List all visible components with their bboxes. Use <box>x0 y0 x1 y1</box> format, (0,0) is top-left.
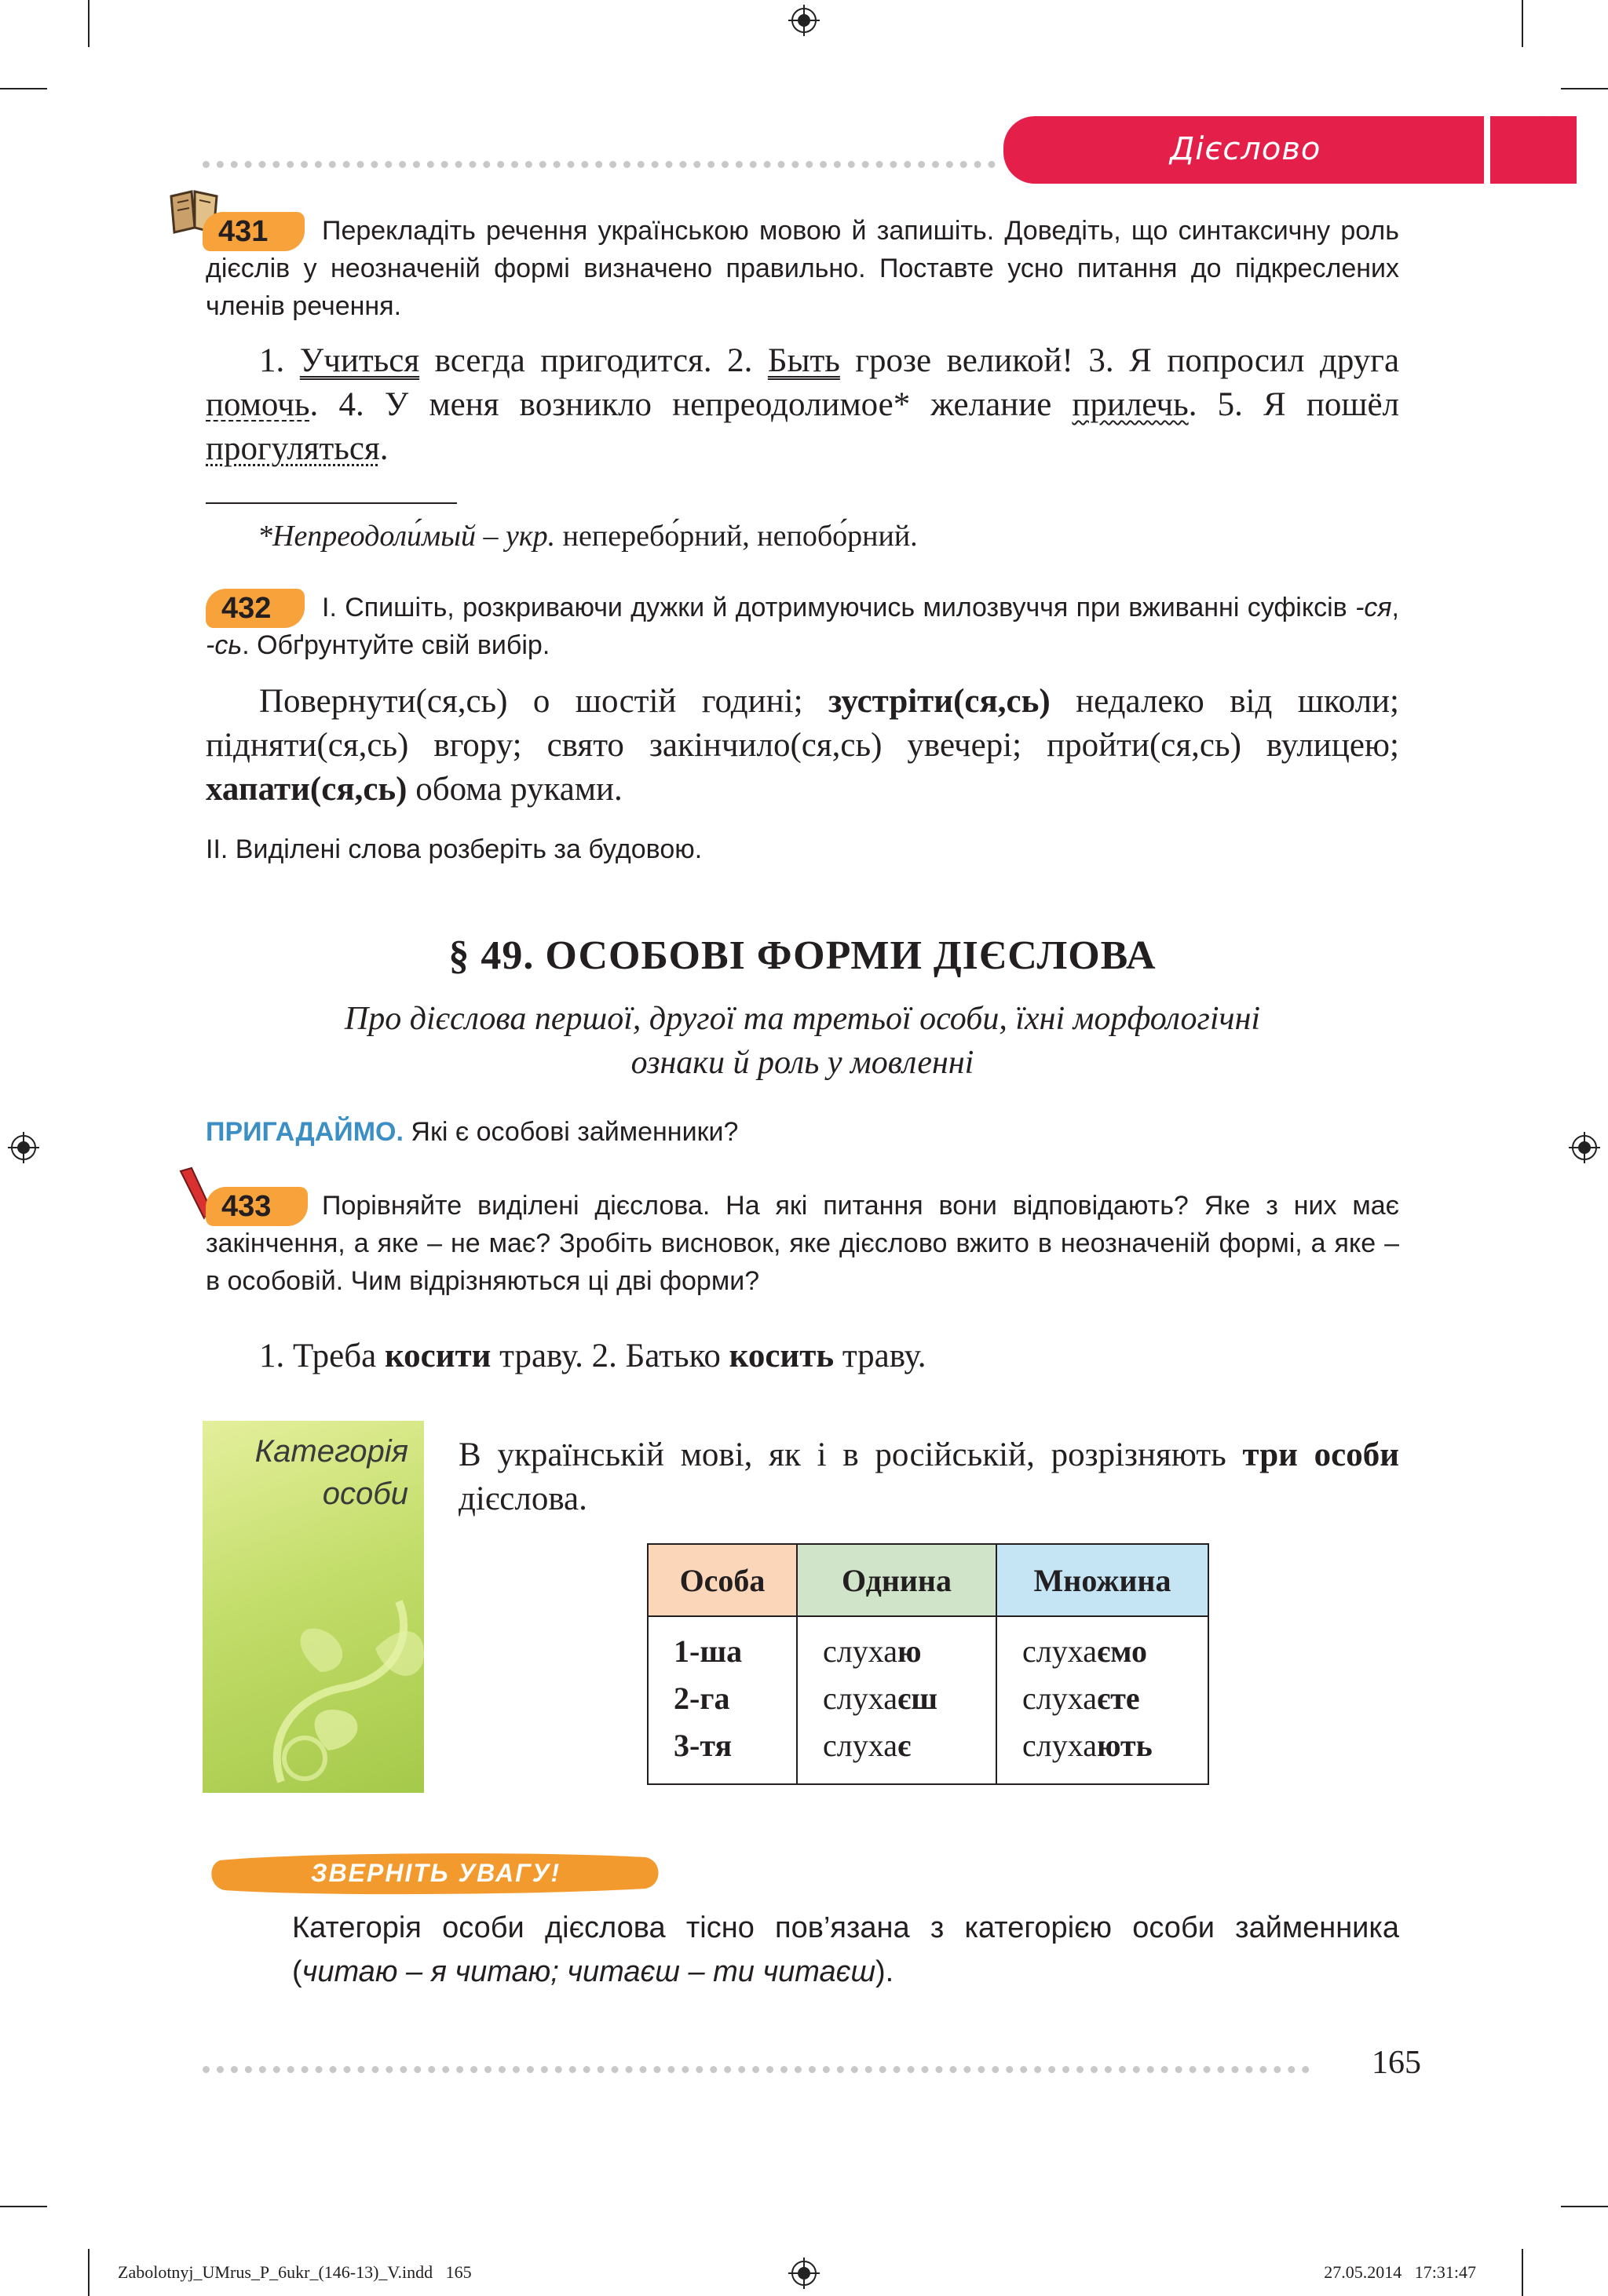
crop-mark <box>1522 0 1523 47</box>
verb-stem: слуха <box>1022 1633 1097 1669</box>
footnote-word: *Непреодоли́мый <box>258 520 477 553</box>
verb-ending: єте <box>1096 1681 1140 1716</box>
verb-stem: слуха <box>1022 1681 1097 1716</box>
highlighted-verb: косити <box>384 1338 492 1374</box>
exercise-433-sentences <box>259 1334 926 1378</box>
print-timestamp: 27.05.2014 17:31:47 <box>1324 2262 1476 2282</box>
page-number: 165 <box>1372 2045 1421 2081</box>
category-label <box>203 1430 408 1515</box>
sentence-text: У меня возникло непреодолимое* желание <box>384 386 1052 423</box>
highlighted-verb: косить <box>729 1338 835 1374</box>
exercise-433-instruction: Порівняйте виділені дієслова. На які питання вони відповідають? Яке з них має закінчення, а яке – не має? Зробіть висновок, яке дієслово вжито в неозначеній формі, а яке – в особовій. Чим відрізняються ці дві форми? <box>206 1191 1399 1296</box>
crop-mark <box>88 2249 90 2296</box>
verb-form <box>823 1628 996 1675</box>
sentence-number: 5. <box>1217 386 1243 423</box>
verb-ending: ю <box>897 1633 922 1669</box>
verb-ending: ють <box>1096 1728 1153 1763</box>
sentence-number: 4. <box>338 386 364 423</box>
notice-label: ЗВЕРНІТЬ УВАГУ! <box>311 1859 561 1887</box>
sentence-end: . <box>1188 386 1197 423</box>
category-text-start: В українській мові, як і в російській, розрізняють <box>459 1436 1226 1473</box>
notice-example: читаю – я читаю; читаєш – ти читаєш <box>302 1955 876 1988</box>
exercise-number-badge: 433 <box>206 1187 308 1226</box>
category-text-end: дієслова. <box>459 1480 587 1517</box>
subtitle-line: Про дієслова першої, другої та третьої особи, їхні морфологічні <box>344 1001 1261 1037</box>
table-header-row <box>648 1544 1208 1616</box>
person-column <box>648 1616 797 1784</box>
comma: , <box>1391 593 1399 622</box>
sentence-text: Я пошёл <box>1263 386 1399 423</box>
category-text-bold: три особи <box>1242 1436 1400 1473</box>
verb-ending: ємо <box>1096 1633 1147 1669</box>
verb-stem: слуха <box>823 1728 897 1763</box>
crop-mark <box>1561 2206 1608 2207</box>
person-cell: 2-га <box>674 1681 730 1716</box>
verb-stem: слуха <box>823 1633 897 1669</box>
exercise-432-instruction <box>206 589 1399 664</box>
recall-text: Які є особові займенники? <box>411 1117 739 1147</box>
exercise-number-badge: 431 <box>203 212 305 251</box>
crop-mark <box>1561 88 1608 89</box>
verb-form <box>1022 1675 1208 1722</box>
table-row <box>648 1616 1208 1784</box>
exercise-number-badge: 432 <box>206 589 305 628</box>
underlined-attribute: прилечь <box>1072 386 1189 423</box>
instruction-text: I. Спишіть, розкриваючи дужки й дотримуючись милозвуччя при вживанні суфіксів <box>322 593 1347 622</box>
section-tab-end <box>1492 116 1575 184</box>
crop-mark <box>1522 2249 1523 2296</box>
exercise-431-sentences <box>206 339 1399 471</box>
exercise-text: недалеко від школи; підняти(ся,сь) вгору; свято закінчило(ся,сь) увечері; пройти(ся,сь) вулицею; <box>206 683 1400 764</box>
person-table <box>647 1543 1209 1785</box>
header-dotted-rule <box>203 161 996 168</box>
crop-mark <box>88 0 90 47</box>
sentence-end: . <box>379 430 389 467</box>
verb-stem: слуха <box>823 1681 897 1716</box>
sentence-text: Я попросил друга <box>1129 342 1400 379</box>
footnote-rule <box>206 502 457 504</box>
verb-form <box>823 1722 996 1769</box>
plural-column <box>996 1616 1208 1784</box>
sentence-end: . <box>309 386 319 423</box>
exercise-text: 1. Треба <box>259 1338 377 1374</box>
underlined-predicate: Быть <box>767 342 840 379</box>
sentence-number: 2. <box>727 342 753 379</box>
person-cell: 1-ша <box>674 1633 743 1669</box>
footer-dotted-rule <box>203 2066 1310 2073</box>
highlighted-word: зустріти(ся,сь) <box>828 683 1051 720</box>
footnote <box>258 514 918 558</box>
verb-form <box>823 1675 996 1722</box>
exercise-text: 2. Батько <box>591 1338 721 1374</box>
suffix: -ся <box>1355 593 1392 622</box>
sentence-text: всегда пригодится. <box>434 342 712 379</box>
notice-text-start: Категорія особи дієслова тісно пов’язана з категорією особи займенника ( <box>292 1911 1399 1988</box>
underlined-adverbial: прогуляться <box>206 430 380 467</box>
section-title: § 49. ОСОБОВІ ФОРМИ ДІЄСЛОВА <box>448 933 1157 978</box>
table-header-plural: Множина <box>996 1544 1208 1616</box>
table-header-singular: Однина <box>797 1544 996 1616</box>
category-label-line: Категорія <box>254 1434 408 1469</box>
exercise-text: траву. <box>499 1338 583 1374</box>
file-name: Zabolotnyj_UMrus_P_6ukr_(146-13)_V.indd 165 <box>118 2262 472 2282</box>
verb-form <box>1022 1722 1208 1769</box>
crop-mark <box>0 2206 47 2207</box>
verb-ending: єш <box>897 1681 938 1716</box>
section-tab-label: Дієслово <box>1170 131 1321 167</box>
category-label-line: особи <box>322 1477 408 1511</box>
verb-ending: є <box>897 1728 912 1763</box>
footnote-translation: неперебо́рний, непобо́рний. <box>562 520 918 553</box>
exercise-text: Повернути(ся,сь) о шостій годині; <box>259 683 803 720</box>
exercise-text: обома руками. <box>415 771 623 808</box>
registration-mark-icon <box>8 1132 39 1163</box>
registration-mark-icon <box>788 5 820 36</box>
recall-label: ПРИГАДАЙМО. <box>206 1117 404 1147</box>
leaf-ornament-icon <box>234 1554 424 1790</box>
suffix: -сь <box>206 630 243 660</box>
underlined-object: помочь <box>206 386 310 423</box>
sentence-number: 1. <box>259 342 285 379</box>
section-subtitle <box>206 997 1399 1085</box>
exercise-431-instruction: Перекладіть речення українською мовою й запишіть. Доведіть, що синтаксичну роль дієслів у неозначеній формі визначено правильно. Поставте усно питання до підкреслених членів речення. <box>206 216 1399 321</box>
verb-stem: слуха <box>1022 1728 1097 1763</box>
category-text <box>459 1433 1399 1521</box>
verb-form <box>1022 1628 1208 1675</box>
table-header-person: Особа <box>648 1544 797 1616</box>
recall-prompt <box>206 1113 738 1151</box>
instruction-text: . Обґрунтуйте свій вибір. <box>242 630 550 660</box>
registration-mark-icon <box>1569 1132 1600 1163</box>
person-cell: 3-тя <box>674 1728 733 1763</box>
sentence-text: грозе великой! <box>855 342 1073 379</box>
exercise-432-part2: II. Виділені слова розберіть за будовою. <box>206 834 703 864</box>
notice-text-end: ). <box>875 1955 894 1988</box>
highlighted-word: хапати(ся,сь) <box>206 771 407 808</box>
underlined-subject: Учиться <box>299 342 420 379</box>
crop-mark <box>0 88 47 89</box>
registration-mark-icon <box>788 2258 820 2289</box>
footnote-dash: – <box>483 520 499 553</box>
exercise-text: траву. <box>842 1338 926 1374</box>
exercise-432-text <box>206 680 1399 812</box>
subtitle-line: ознаки й роль у мовленні <box>630 1045 974 1081</box>
singular-column <box>797 1616 996 1784</box>
footnote-lang: укр. <box>506 520 556 553</box>
section-tab-gap <box>1484 116 1490 184</box>
notice-text <box>292 1906 1399 1994</box>
sentence-number: 3. <box>1088 342 1114 379</box>
